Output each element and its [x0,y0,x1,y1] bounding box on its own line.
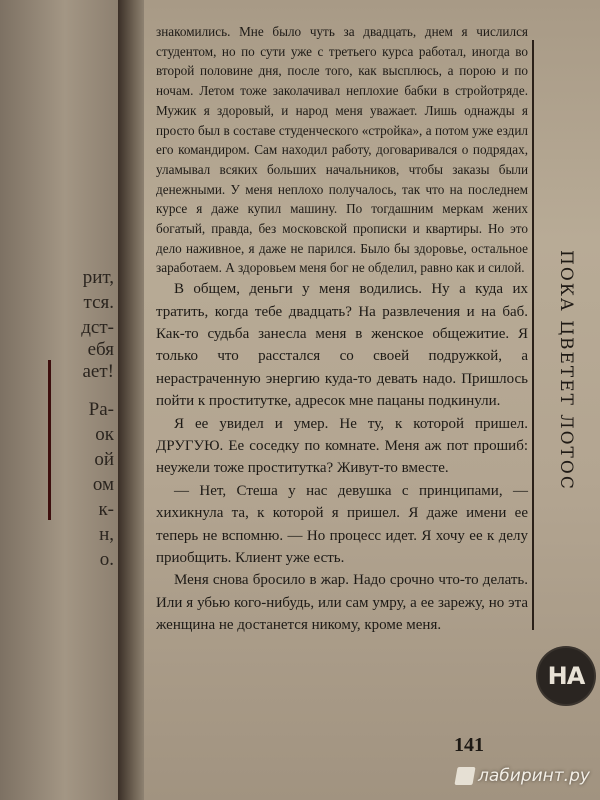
page-number: 141 [454,734,484,756]
facing-page-rule [48,360,51,520]
book-gutter [118,0,144,800]
facing-page-text: о. [99,549,114,570]
body-text [156,22,528,637]
facing-page-text: ой [94,449,114,470]
watermark-text: лабиринт.ру [478,766,590,786]
facing-page-text: ом [92,474,114,495]
watermark [456,766,590,786]
facing-page-text: рит, [82,267,114,288]
paragraph: Меня снова бросило в жар. Надо срочно что-то делать. Или я убью кого-нибудь, или сам умру, а ее зарежу, но эта женщина не достанется никому, кроме меня. [156,572,528,634]
facing-page-text: к- [98,499,114,520]
paragraph: — Нет, Стеша у нас девушка с принципами, — хихикнула та, к которой я пришел. Я даже имени ее теперь не вспомню. — Но процесс идет. Я хочу ее к делу приобщить. Клиент уже есть. [156,482,528,567]
book-page [144,0,600,800]
facing-page-text: Ра- [88,399,114,420]
side-rule [532,40,534,630]
facing-page-text: ает! [82,361,114,382]
facing-page-text: ебя [87,339,114,360]
facing-page-text: дст- [81,317,114,338]
paragraph: Я ее увидел и умер. Не ту, к которой пришел. ДРУГУЮ. Ее соседку по комнате. Меня аж пот прошиб: неужели тоже проститутка? Живут-то вместе. [156,415,528,477]
paragraph: знакомились. Мне было чуть за двадцать, днем я числился студентом, но по сути уже с третьего курса работал, иногда во второй половине дня, после того, как высплюсь, а порою и по ночам. Летом тоже заколачивал неплохие бабки в стройотряде. Мужик я здоровый, и народ меня уважает. Лишь однажды я просто был в составе студенческого «стройка», а потом уже ездил его командиром. Сам находил работу, договаривался о подрядах, уламывал всяких больших начальников, чтобы заказы были денежными. У меня неплохо получалось, так что на последнем курсе я даже купил машину. По тогдашним меркам жених богатый, правда, без московской прописки и квартиры. Но это дело наживное, я даже не парился. Было бы здоровье, остальное заработаем. А здоровьем меня бог не обделил, равно как и силой. [156,24,528,276]
facing-page-text: ок [95,424,114,445]
facing-page-text: тся. [83,292,114,313]
labirint-logo-icon [454,767,475,785]
facing-page-text: н, [99,524,114,545]
facing-page-edge [0,0,118,800]
logo-text: НА [547,662,585,690]
paragraph: В общем, деньги у меня водились. Ну а куда их тратить, когда тебе двадцать? На развлечения и на баб. Как-то судьба занесла меня в женское общежитие. Я только что расстался со своей подружкой, а нерастраченную энергию куда-то девать надо. Пришлось пойти к проститутке, адресок мне пацаны подкинули. [156,281,528,410]
publisher-logo [538,648,594,704]
running-title: ПОКА ЦВЕТЕТ ЛОТОС [556,250,576,491]
